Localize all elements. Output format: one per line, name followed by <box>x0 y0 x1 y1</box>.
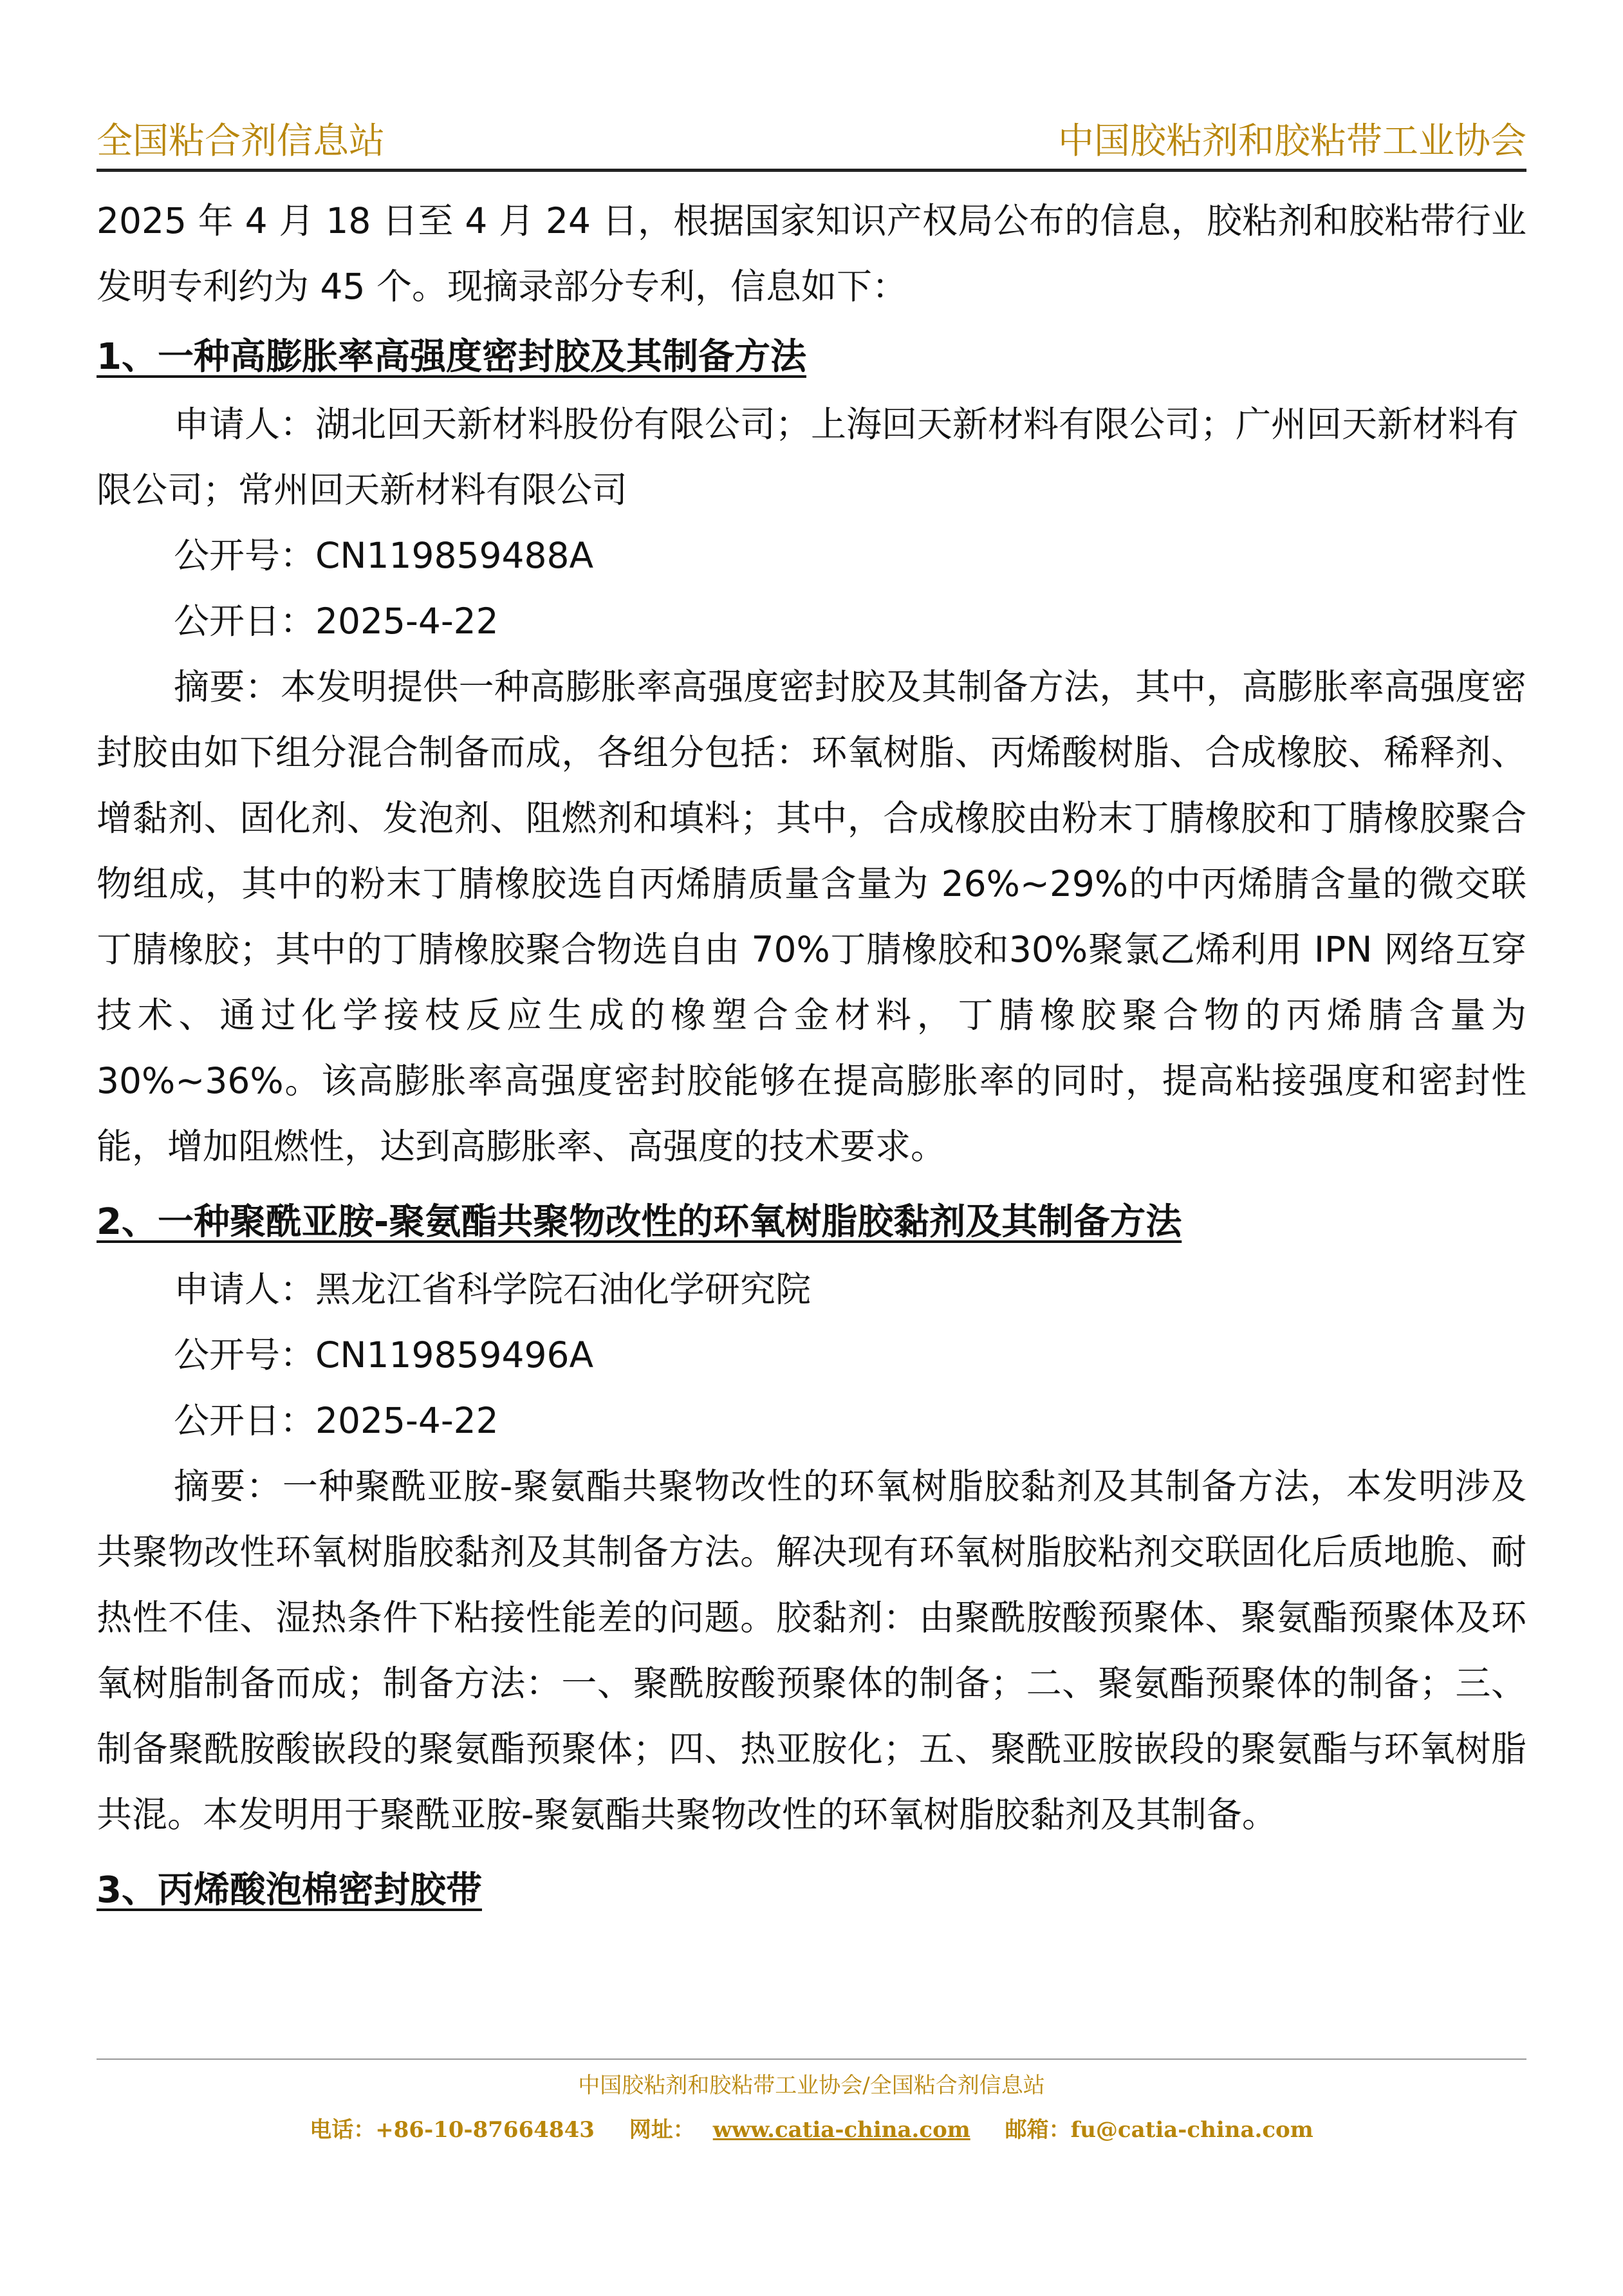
applicant-label: 申请人： <box>174 1269 316 1310</box>
footer-email: 邮箱：fu@catia-china.com <box>1005 2117 1313 2143</box>
pub-no-label: 公开号： <box>174 1334 316 1376</box>
intro-paragraph: 2025 年 4 月 18 日至 4 月 24 日，根据国家知识产权局公布的信息，胶粘剂和胶粘带行业发明专利约为 45 个。现摘录部分专利，信息如下： <box>97 200 1526 307</box>
footer-web-link[interactable]: www.catia-china.com <box>712 2117 970 2143</box>
footer-contact <box>0 2107 1623 2152</box>
pub-date-label: 公开日： <box>174 1400 316 1441</box>
patent-entry-1 <box>97 323 1526 1179</box>
pub-no-value: CN119859496A <box>315 1334 594 1376</box>
pub-no-field <box>97 523 1526 588</box>
patent-title: 2、一种聚酰亚胺-聚氨酯共聚物改性的环氧树脂胶黏剂及其制备方法 <box>97 1201 1182 1243</box>
applicant-value: 黑龙江省科学院石油化学研究院 <box>315 1269 812 1310</box>
page-header <box>97 116 1526 167</box>
page-footer <box>0 2066 1623 2152</box>
applicant-label: 申请人： <box>174 404 316 445</box>
applicant-field <box>97 1256 1526 1322</box>
applicant-field <box>97 391 1526 523</box>
header-right-title: 中国胶粘剂和胶粘带工业协会 <box>1058 120 1526 162</box>
footer-web <box>620 2117 979 2143</box>
pub-date-label: 公开日： <box>174 601 316 642</box>
pub-no-field <box>97 1322 1526 1388</box>
patent-entry-3 <box>97 1856 1526 1925</box>
header-left-title: 全国粘合剂信息站 <box>97 120 385 162</box>
document-body <box>97 188 1526 1925</box>
header-divider <box>97 169 1526 172</box>
footer-org: 中国胶粘剂和胶粘带工业协会/全国粘合剂信息站 <box>578 2073 1045 2098</box>
footer-web-label: 网址： <box>629 2117 695 2143</box>
abstract-label: 摘要： <box>174 666 281 707</box>
abstract-text: 本发明提供一种高膨胀率高强度密封胶及其制备方法，其中，高膨胀率高强度密封胶由如下组分混合制备而成，各组分包括：环氧树脂、丙烯酸树脂、合成橡胶、稀释剂、增黏剂、固化剂、发泡剂、阻燃剂和填料；其中，合成橡胶由粉末丁腈橡胶和丁腈橡胶聚合物组成，其中的粉末丁腈橡胶选自丙烯腈质量含量为 26%~29%的中丙烯腈含量的微交联丁腈橡胶；其中的丁腈橡胶聚合物选自由 70%丁腈橡胶和30%聚氯乙烯利用 IPN 网络互穿技术、通过化学接枝反应生成的橡塑合金材料，丁腈橡胶聚合物的丙烯腈含量为 30%~36%。该高膨胀率高强度密封胶能够在提高膨胀率的同时，提高粘接强度和密封性能，增加阻燃性，达到高膨胀率、高强度的技术要求。 <box>97 666 1526 1167</box>
footer-phone: 电话：+86-10-87664843 <box>310 2117 595 2143</box>
applicant-value: 湖北回天新材料股份有限公司；上海回天新材料有限公司；广州回天新材料有限公司；常州回天新材料有限公司 <box>97 404 1519 510</box>
abstract-field <box>97 654 1526 1179</box>
pub-date-field <box>97 1388 1526 1453</box>
abstract-text: 一种聚酰亚胺-聚氨酯共聚物改性的环氧树脂胶黏剂及其制备方法，本发明涉及共聚物改性环氧树脂胶黏剂及其制备方法。解决现有环氧树脂胶粘剂交联固化后质地脆、耐热性不佳、湿热条件下粘接性能差的问题。胶黏剂：由聚酰胺酸预聚体、聚氨酯预聚体及环氧树脂制备而成；制备方法：一、聚酰胺酸预聚体的制备；二、聚氨酯预聚体的制备；三、制备聚酰胺酸嵌段的聚氨酯预聚体；四、热亚胺化；五、聚酰亚胺嵌段的聚氨酯与环氧树脂共混。本发明用于聚酰亚胺-聚氨酯共聚物改性的环氧树脂胶黏剂及其制备。 <box>97 1466 1526 1835</box>
pub-no-value: CN119859488A <box>315 535 594 576</box>
pub-date-value: 2025-4-22 <box>315 601 499 642</box>
patent-title: 1、一种高膨胀率高强度密封胶及其制备方法 <box>97 336 806 378</box>
pub-date-field <box>97 588 1526 654</box>
pub-no-label: 公开号： <box>174 535 316 576</box>
abstract-label: 摘要： <box>174 1466 283 1507</box>
patent-title: 3、丙烯酸泡棉密封胶带 <box>97 1869 482 1911</box>
footer-divider <box>97 2058 1526 2060</box>
pub-date-value: 2025-4-22 <box>315 1400 499 1441</box>
abstract-field <box>97 1453 1526 1847</box>
patent-entry-2 <box>97 1188 1526 1847</box>
